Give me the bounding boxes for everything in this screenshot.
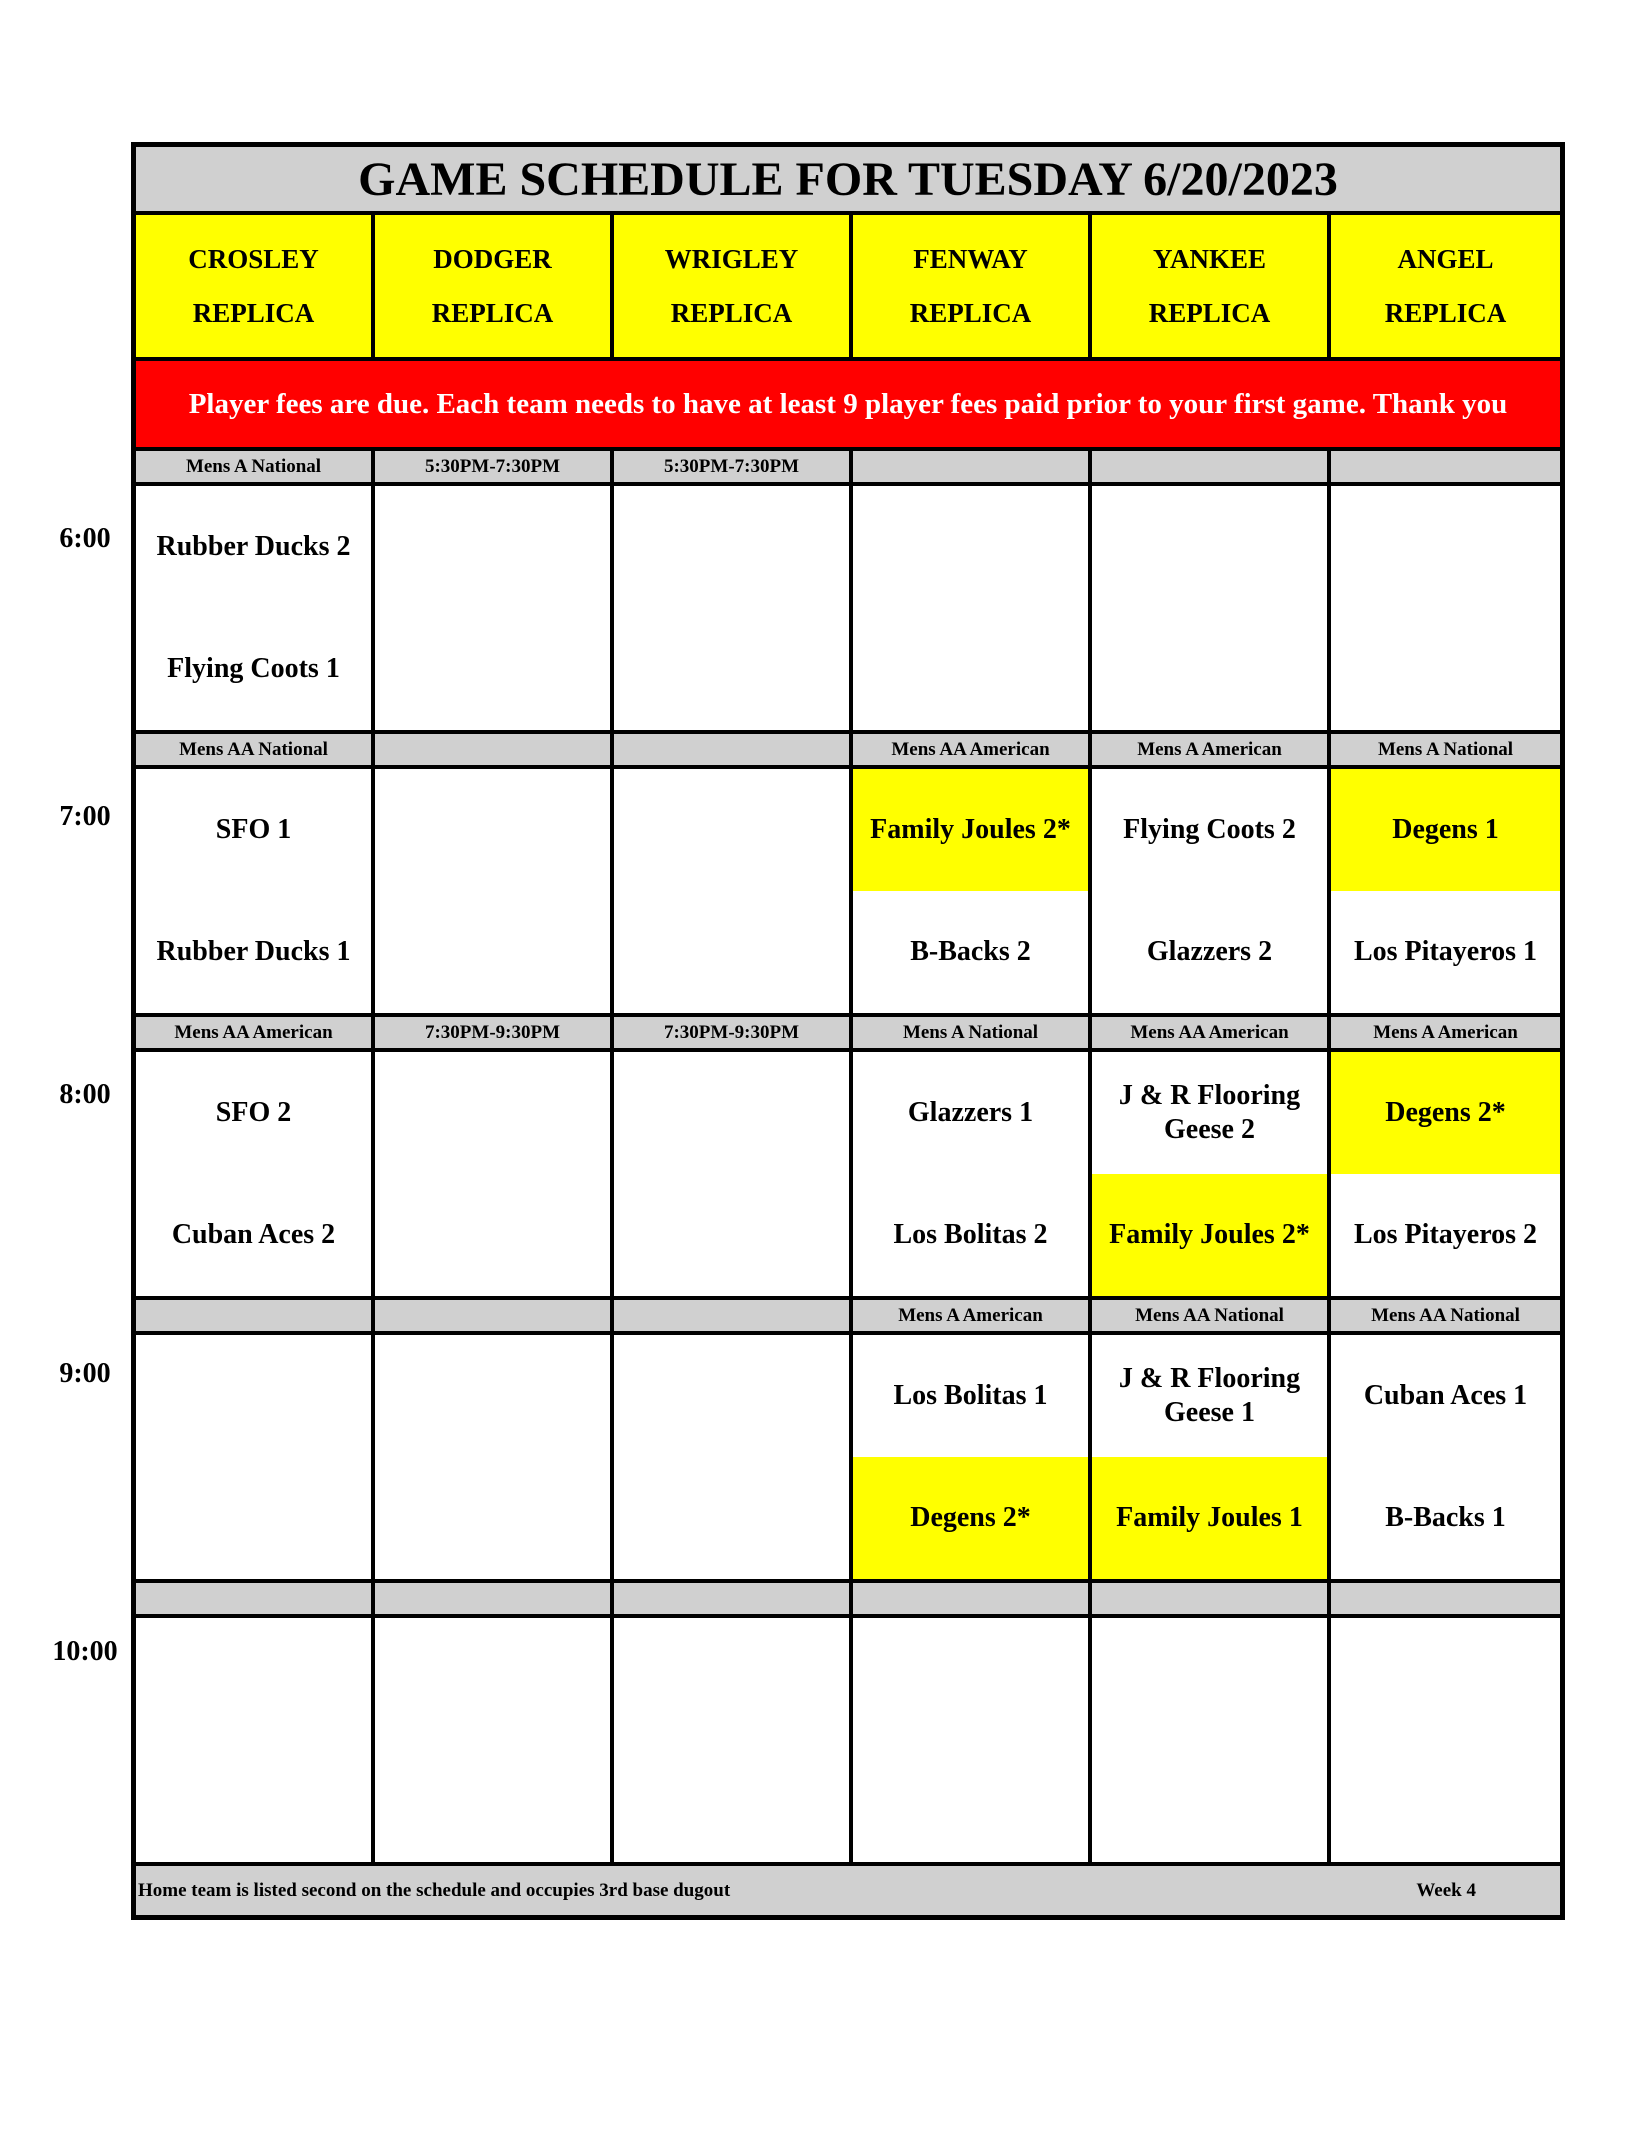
game-cell — [853, 1052, 1092, 1296]
home-team — [136, 1457, 371, 1579]
away-team — [375, 1618, 610, 1740]
home-team — [853, 608, 1088, 730]
away-team — [136, 1618, 371, 1740]
home-team — [375, 1740, 610, 1862]
time-label: 10:00 — [52, 1636, 118, 1667]
game-cell — [375, 1335, 614, 1579]
division-label: Mens AA American — [853, 734, 1092, 765]
away-team: SFO 1 — [215, 814, 292, 845]
game-cell — [1331, 769, 1560, 1013]
away-team — [614, 769, 849, 891]
division-label: Mens A National — [853, 1017, 1092, 1048]
home-team — [614, 891, 849, 1013]
game-cell — [614, 769, 853, 1013]
time-slots — [136, 451, 1560, 1866]
home-team: Degens 2* — [853, 1457, 1088, 1579]
division-label — [1331, 1583, 1560, 1614]
home-team — [375, 1174, 610, 1296]
game-cell — [375, 769, 614, 1013]
division-label — [853, 1583, 1092, 1614]
division-label — [1331, 451, 1560, 482]
division-label — [1092, 451, 1331, 482]
division-label — [853, 451, 1092, 482]
away-team — [614, 486, 849, 608]
away-team: Flying Coots 2 — [1123, 814, 1296, 845]
home-team — [614, 1174, 849, 1296]
away-team — [375, 1052, 610, 1174]
park-sub: REPLICA — [1384, 298, 1507, 328]
away-team: J & R Flooring Geese 2 — [1118, 1080, 1301, 1145]
park-sub: REPLICA — [431, 298, 554, 328]
division-label — [375, 1583, 614, 1614]
home-team — [614, 1457, 849, 1579]
park-header — [1092, 215, 1331, 357]
home-team: B-Backs 2 — [910, 936, 1031, 967]
division-label: Mens AA American — [1092, 1017, 1331, 1048]
division-label: Mens A National — [136, 451, 375, 482]
time-label: 9:00 — [59, 1358, 111, 1389]
division-row — [136, 1017, 1560, 1052]
game-cell — [136, 1335, 375, 1579]
away-team — [614, 1052, 849, 1174]
division-label: Mens AA American — [136, 1017, 375, 1048]
division-label: Mens AA National — [1092, 1300, 1331, 1331]
division-label: 5:30PM-7:30PM — [614, 451, 853, 482]
game-slot-row — [136, 769, 1560, 1017]
game-cell — [614, 1618, 853, 1862]
away-team: Degens 1 — [1331, 769, 1560, 891]
time-label: 7:00 — [59, 801, 111, 832]
home-team: Flying Coots 1 — [167, 653, 340, 684]
away-team: Glazzers 1 — [907, 1097, 1034, 1128]
park-name: ANGEL — [1397, 244, 1494, 274]
away-team — [136, 1335, 371, 1457]
division-label — [375, 734, 614, 765]
division-row — [136, 451, 1560, 486]
game-cell — [136, 1052, 375, 1296]
division-label: Mens A National — [1377, 738, 1514, 760]
game-cell — [375, 486, 614, 730]
game-cell — [853, 1335, 1092, 1579]
home-team: Glazzers 2 — [1146, 936, 1273, 967]
game-slot-row — [136, 1052, 1560, 1300]
home-team — [1092, 1740, 1327, 1862]
home-team-note: Home team is listed second on the schedule and occupies 3rd base dugout — [138, 1879, 731, 1901]
division-label — [1092, 1583, 1331, 1614]
game-slot-row — [136, 486, 1560, 734]
schedule-title: GAME SCHEDULE FOR TUESDAY 6/20/2023 — [136, 147, 1560, 215]
game-cell — [1331, 1335, 1560, 1579]
game-cell — [1092, 1052, 1331, 1296]
game-cell — [853, 769, 1092, 1013]
game-cell — [1331, 1052, 1560, 1296]
away-team — [853, 486, 1088, 608]
division-label — [136, 1300, 375, 1331]
home-team — [853, 1740, 1088, 1862]
home-team: Family Joules 2* — [1092, 1174, 1327, 1296]
away-team: Cuban Aces 1 — [1363, 1380, 1528, 1411]
game-cell — [1331, 1618, 1560, 1862]
away-team: J & R Flooring Geese 1 — [1118, 1363, 1301, 1428]
home-team — [1331, 1740, 1560, 1862]
park-header — [136, 215, 375, 357]
home-team — [136, 1740, 371, 1862]
away-team — [1092, 1618, 1327, 1740]
division-row — [136, 1583, 1560, 1618]
park-header — [375, 215, 614, 357]
home-team — [614, 1740, 849, 1862]
park-sub: REPLICA — [670, 298, 793, 328]
game-cell — [614, 1335, 853, 1579]
park-name: CROSLEY — [188, 244, 319, 274]
park-header — [853, 215, 1092, 357]
game-cell — [375, 1052, 614, 1296]
game-slot-row — [136, 1335, 1560, 1583]
division-label: Mens AA National — [136, 734, 375, 765]
division-label: Mens AA National — [1371, 1304, 1520, 1326]
division-label: Mens A American — [853, 1300, 1092, 1331]
away-team — [1331, 486, 1560, 608]
home-team: Los Bolitas 2 — [893, 1219, 1048, 1250]
schedule-footer — [136, 1866, 1560, 1915]
home-team — [614, 608, 849, 730]
division-label — [614, 1583, 853, 1614]
division-label: 7:30PM-9:30PM — [614, 1017, 853, 1048]
park-sub: REPLICA — [909, 298, 1032, 328]
away-team: Los Bolitas 1 — [893, 1380, 1048, 1411]
time-label: 8:00 — [59, 1079, 111, 1110]
game-cell — [1331, 486, 1560, 730]
division-label: Mens A American — [1092, 734, 1331, 765]
division-label — [136, 1583, 375, 1614]
park-header — [1331, 215, 1560, 357]
division-label — [614, 1300, 853, 1331]
player-fees-notice: Player fees are due. Each team needs to have at least 9 player fees paid prior to your first game. Thank you — [136, 361, 1560, 451]
away-team — [375, 769, 610, 891]
away-team — [375, 486, 610, 608]
away-team — [1331, 1618, 1560, 1740]
game-cell — [853, 1618, 1092, 1862]
division-label — [375, 1300, 614, 1331]
division-label: 5:30PM-7:30PM — [375, 451, 614, 482]
home-team — [375, 608, 610, 730]
game-cell — [136, 486, 375, 730]
home-team — [375, 891, 610, 1013]
home-team: Los Pitayeros 1 — [1353, 936, 1538, 967]
division-row — [136, 734, 1560, 769]
park-name: FENWAY — [913, 244, 1028, 274]
home-team — [375, 1457, 610, 1579]
game-slot-row — [136, 1618, 1560, 1866]
away-team — [375, 1335, 610, 1457]
division-label: 7:30PM-9:30PM — [375, 1017, 614, 1048]
away-team: SFO 2 — [215, 1097, 292, 1128]
park-sub: REPLICA — [1148, 298, 1271, 328]
away-team — [614, 1618, 849, 1740]
home-team — [1092, 608, 1327, 730]
home-team — [1331, 608, 1560, 730]
park-name: YANKEE — [1152, 244, 1267, 274]
home-team: Los Pitayeros 2 — [1353, 1219, 1538, 1250]
division-row — [136, 1300, 1560, 1335]
park-sub: REPLICA — [192, 298, 315, 328]
game-cell — [375, 1618, 614, 1862]
game-cell — [1092, 1335, 1331, 1579]
game-cell — [1092, 769, 1331, 1013]
away-team: Rubber Ducks 2 — [156, 531, 351, 562]
game-cell — [136, 769, 375, 1013]
park-header-row — [136, 215, 1560, 361]
away-team: Family Joules 2* — [853, 769, 1088, 891]
away-team — [1092, 486, 1327, 608]
home-team: Rubber Ducks 1 — [156, 936, 351, 967]
away-team — [614, 1335, 849, 1457]
park-name: WRIGLEY — [664, 244, 799, 274]
game-cell — [1092, 486, 1331, 730]
time-label: 6:00 — [59, 523, 111, 554]
division-label — [614, 734, 853, 765]
park-name: DODGER — [433, 244, 552, 274]
week-label: Week 4 — [1416, 1879, 1476, 1901]
game-cell — [136, 1618, 375, 1862]
game-cell — [614, 1052, 853, 1296]
away-team: Degens 2* — [1331, 1052, 1560, 1174]
home-team: Family Joules 1 — [1092, 1457, 1327, 1579]
home-team: B-Backs 1 — [1385, 1502, 1506, 1533]
park-header — [614, 215, 853, 357]
division-label: Mens A American — [1373, 1021, 1518, 1043]
game-cell — [1092, 1618, 1331, 1862]
game-cell — [853, 486, 1092, 730]
game-cell — [614, 486, 853, 730]
away-team — [853, 1618, 1088, 1740]
home-team: Cuban Aces 2 — [171, 1219, 336, 1250]
schedule-sheet — [131, 142, 1565, 1920]
